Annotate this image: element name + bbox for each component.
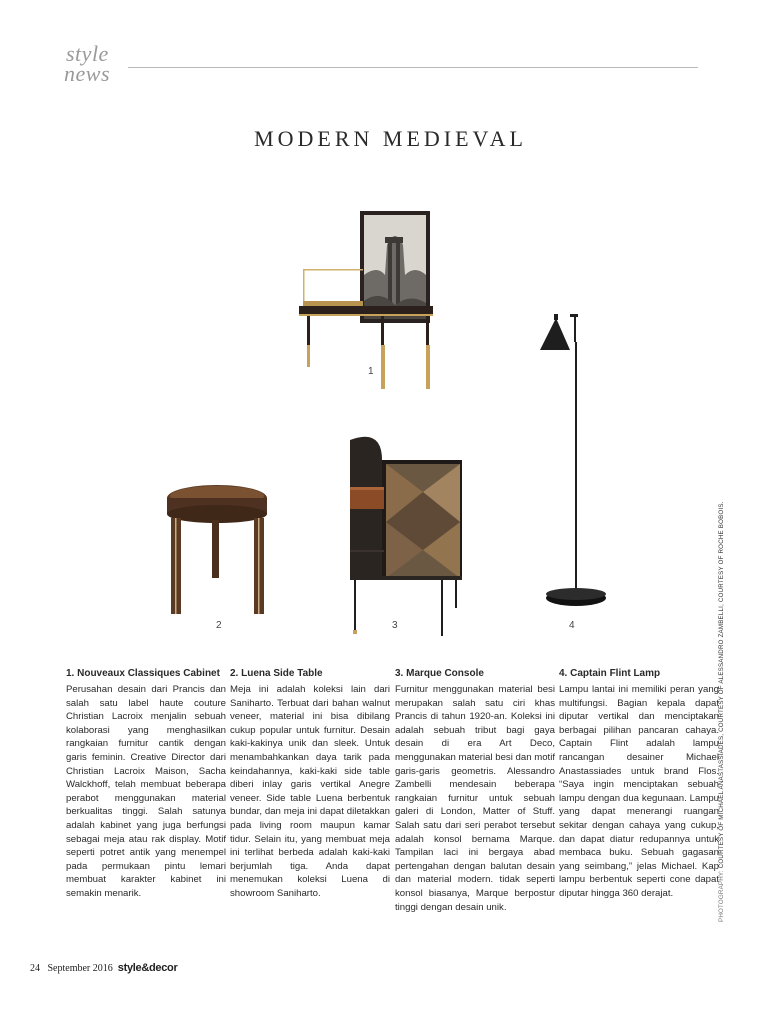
figure-number-3: 3 [392,620,398,631]
section-tag-line1: style [66,41,109,66]
article-column-2 [230,667,390,901]
photo-credit-text: COURTESY OF MICHAEL ANASTASSIADES, COURTESY OF ALESSANDRO ZAMBELLI, COURTESY OF ROCHE BOBOIS. [718,501,725,869]
photo-credit-label: PHOTOGRAPHY: [718,870,725,922]
issue-date: September 2016 [47,963,113,974]
article-column-3 [395,667,555,914]
figure-number-2: 2 [216,620,222,631]
article-column-4 [559,667,719,901]
page-title: MODERN MEDIEVAL [254,126,527,151]
column-heading: 3. Marque Console [395,668,484,679]
column-body: Meja ini adalah koleksi lain dari Saniharto. Terbuat dari bahan walnut veneer, material ini bisa dibilang cukup popular untuk furnitur. Desain kaki-kakinya unik dan sleek. Untuk menambahkankan daya tarik pada keindahannya, kaki-kaki side table diberi inlay garis vertikal Anegre veneer. Side table Luena berbentuk bundar, dan meja ini dapat diletakkan pada living room maupun kamar tidur. Selain itu, yang membuat meja ini terlihat berbeda adalah kaki-kaki berjumlah tiga. Anda dapat menemukan koleksi Luena di showroom Saniharto. [230,684,390,899]
article-column-1 [66,667,226,901]
column-body: Furnitur menggunakan material besi merupakan salah satu ciri khas Prancis di tahun 1920-an. Koleksi ini adalah sebuah tribut bagi gaya desain di era Art Deco, menggunakan material besi dan motif garis-garis geometris. Alessandro Zambelli mendesain beberapa rangkaian furnitur untuk sebuah galeri di London, Matter of Stuff. Salah satu dari seri perabot tersebut adalah konsol bernama Marque. Tampilan laci ini bergaya abad pertengahan dengan balutan desain dan material modern. tidak seperti konsol biasanya, Marque berpostur tinggi dengan desain unik. [395,684,555,913]
page-number: 24 [30,963,40,974]
column-body: Lampu lantai ini memiliki peran yang multifungsi. Bagian kepala dapat diputar vertikal dan menciptakan berbagai pilihan pancaran cahaya. Captain Flint adalah lampu rancangan desainer Michael Anastassiades untuk brand Flos. “Saya ingin menciptakan sebuah lampu dengan dua kegunaan. Lampu yang dapat menerangi ruangan sekitar dengan cahaya yang cukup, dan dapat diatur redupannya untuk membaca buku. Sebuah gagasan yang seimbang,” jelas Michael. Kap lampu berbentuk seperti cone dapat diputar hingga 360 derajat. [559,684,719,899]
column-heading: 1. Nouveaux Classiques Cabinet [66,668,220,679]
column-heading: 2. Luena Side Table [230,668,323,679]
header-rule [128,67,698,68]
figure-number-4: 4 [569,620,575,631]
folio [30,962,177,974]
floor-lamp-image [536,310,606,610]
column-body: Perusahan desain dari Prancis dan salah satu label haute couture Christian Lacroix menjalin sebuah kolaborasi yang menghasilkan rangkaian furnitur cantik dengan garis feminin. Creative Director dari Christian Lacroix Maison, Sacha Walckhoff, telah membuat beberapa perabot menggunakan material berkualitas tinggi. Salah satunya adalah kabinet yang juga berfungsi sebagai meja atau rak display. Motif seperti potret antik yang menempel pada permukaan pintu lemari membuat karakter kabinet ini semakin menarik. [66,684,226,899]
photo-credit [718,501,725,922]
magazine-logo: style&decor [117,962,178,974]
cabinet-image [285,205,445,395]
section-tag [64,41,136,86]
side-table-image [162,482,272,620]
column-heading: 4. Captain Flint Lamp [559,668,661,679]
figure-number-1: 1 [368,366,374,377]
console-image [342,432,467,637]
section-tag-line2: news [64,61,110,86]
